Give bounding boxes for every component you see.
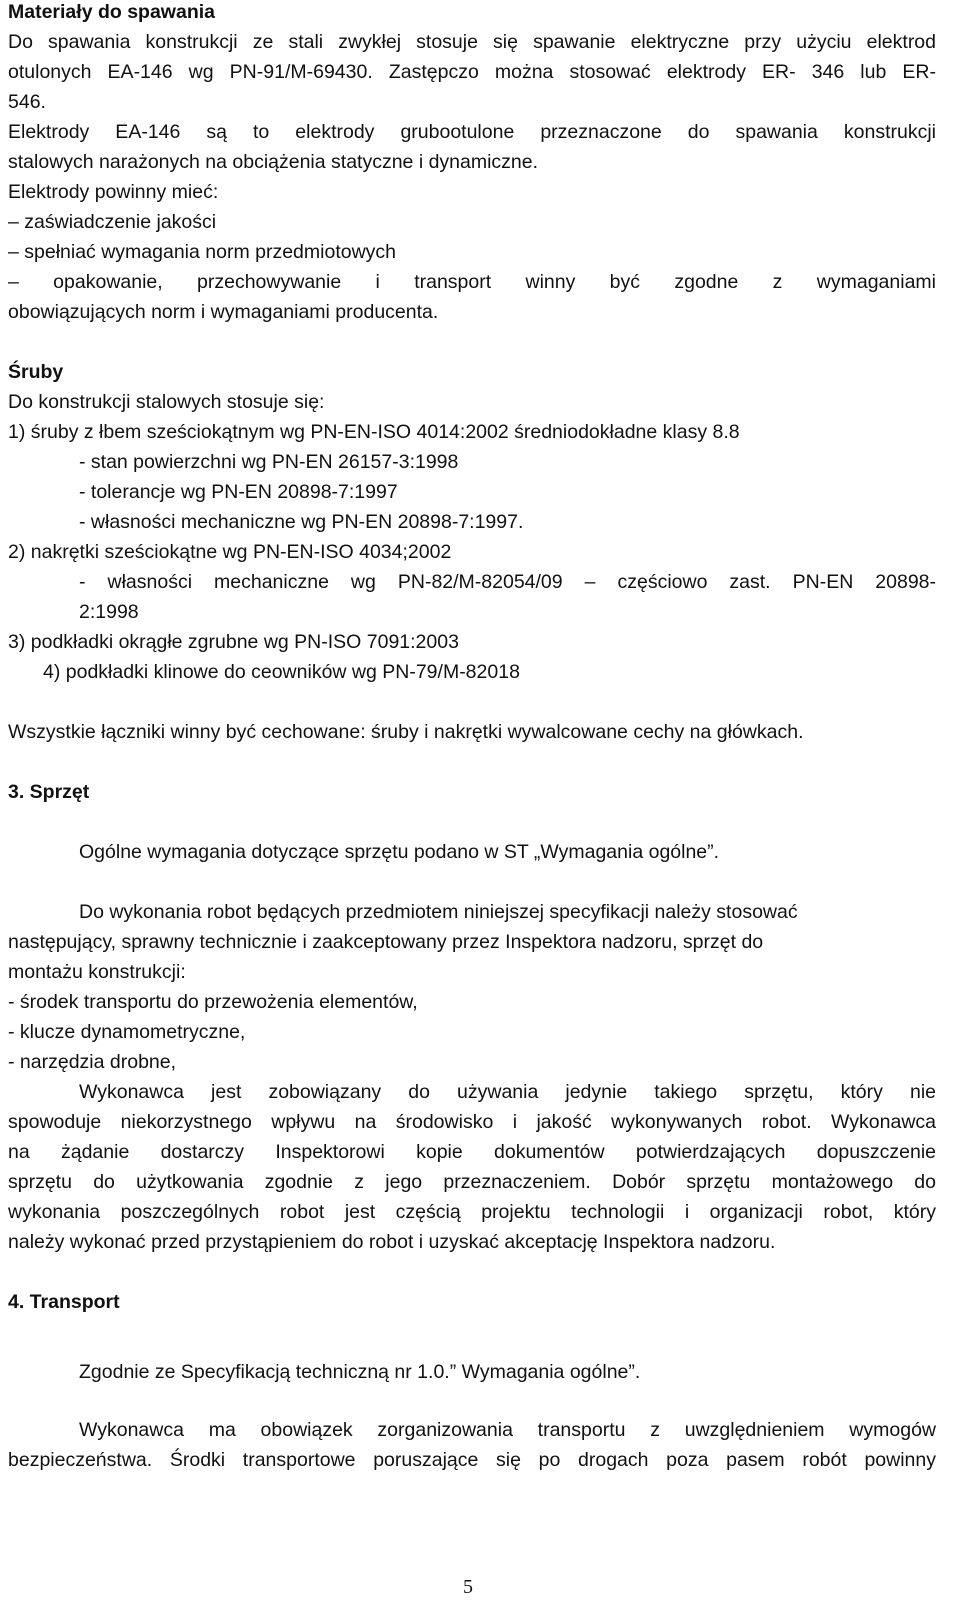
page-number: 5 [463,1576,473,1598]
materials-list-item: – spełniać wymagania norm przedmiotowych [8,241,397,263]
materials-line: Do spawania konstrukcji ze stali zwykłej stosuje się spawanie elektryczne przy użyciu elektrod [8,31,936,53]
transport-general: Zgodnie ze Specyfikacją techniczną nr 1.0.” Wymagania ogólne”. [79,1361,641,1383]
transport-heading: 4. Transport [8,1291,120,1313]
equipment-line: należy wykonać przed przystąpieniem do robot i uzyskać akceptację Inspektora nadzoru. [8,1231,776,1253]
equipment-list-item: - środek transportu do przewożenia elementów, [8,991,418,1013]
bolts-note: Wszystkie łączniki winny być cechowane: śruby i nakrętki wywalcowane cechy na główkach. [8,721,804,743]
materials-line: Elektrody powinny mieć: [8,181,219,203]
equipment-list-item: - klucze dynamometryczne, [8,1021,246,1043]
materials-line: 546. [8,91,46,113]
bolts-item: 3) podkładki okrągłe zgrubne wg PN-ISO 7091:2003 [8,631,459,653]
materials-line: obowiązujących norm i wymaganiami producenta. [8,301,439,323]
equipment-list-item: - narzędzia drobne, [8,1051,177,1073]
equipment-line: następujący, sprawny technicznie i zaakceptowany przez Inspektora nadzoru, sprzęt do [8,931,764,953]
equipment-line: sprzętu do użytkowania zgodnie z jego przeznaczeniem. Dobór sprzętu montażowego do [8,1171,936,1193]
bolts-subitem: - własności mechaniczne wg PN-EN 20898-7:1997. [79,511,524,533]
bolts-intro: Do konstrukcji stalowych stosuje się: [8,391,325,413]
equipment-line: Wykonawca jest zobowiązany do używania jedynie takiego sprzętu, który nie [79,1081,936,1103]
bolts-item: 4) podkładki klinowe do ceowników wg PN-79/M-82018 [43,661,520,683]
transport-line: Wykonawca ma obowiązek zorganizowania transportu z uwzględnieniem wymogów [79,1419,936,1441]
equipment-line: spowoduje niekorzystnego wpływu na środowisko i jakość wykonywanych robot. Wykonawca [8,1111,936,1133]
bolts-subitem: 2:1998 [79,601,139,623]
equipment-line: wykonania poszczególnych robot jest częścią projektu technologii i organizacji robot, który [8,1201,936,1223]
materials-heading: Materiały do spawania [8,1,215,23]
equipment-line: montażu konstrukcji: [8,961,186,983]
materials-list-item: – opakowanie, przechowywanie i transport winny być zgodne z wymaganiami [8,271,936,293]
equipment-line: na żądanie dostarczy Inspektorowi kopie dokumentów potwierdzających dopuszczenie [8,1141,936,1163]
materials-line: stalowych narażonych na obciążenia statyczne i dynamiczne. [8,151,539,173]
bolts-item: 1) śruby z łbem sześciokątnym wg PN-EN-ISO 4014:2002 średniodokładne klasy 8.8 [8,421,740,443]
materials-line: Elektrody EA-146 są to elektrody grubootulone przeznaczone do spawania konstrukcji [8,121,936,143]
equipment-heading: 3. Sprzęt [8,781,90,803]
equipment-line: Do wykonania robot będących przedmiotem niniejszej specyfikacji należy stosować [79,901,798,923]
bolts-subitem: - tolerancje wg PN-EN 20898-7:1997 [79,481,398,503]
materials-line: otulonych EA-146 wg PN-91/M-69430. Zastępczo można stosować elektrody ER- 346 lub ER- [8,61,936,83]
equipment-general: Ogólne wymagania dotyczące sprzętu podano w ST „Wymagania ogólne”. [79,841,720,863]
bolts-subitem: - stan powierzchni wg PN-EN 26157-3:1998 [79,451,459,473]
materials-list-item: – zaświadczenie jakości [8,211,217,233]
transport-line: bezpieczeństwa. Środki transportowe poruszające się po drogach poza pasem robót powinny [8,1449,936,1471]
bolts-heading: Śruby [8,361,64,383]
bolts-subitem: - własności mechaniczne wg PN-82/M-82054/09 – częściowo zast. PN-EN 20898- [79,571,936,593]
bolts-item: 2) nakrętki sześciokątne wg PN-EN-ISO 4034;2002 [8,541,452,563]
